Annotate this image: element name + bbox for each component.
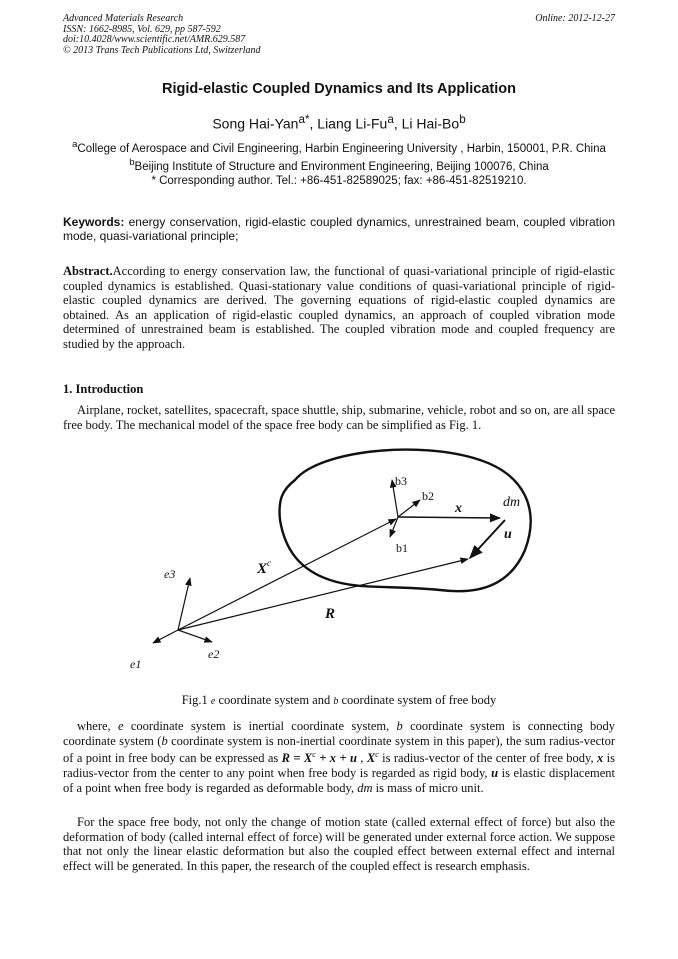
affiliation-a [63, 138, 615, 156]
affiliation-b-text: Beijing Institute of Structure and Environment Engineering, Beijing 100076, China [134, 160, 549, 173]
affiliations [63, 138, 615, 188]
dm-label: dm [503, 495, 521, 510]
p2-text-5: , [356, 751, 367, 766]
p2-equation: R = X [281, 751, 313, 766]
issn: ISSN: 1662-8985, Vol. 629, pp 587-592 [63, 23, 221, 35]
R-vector [178, 559, 468, 630]
p2-text-4: coordinate system is non-inertial coordinate system in this paper), the sum radius-vector of a point in free body can be expressed as [63, 733, 616, 766]
author-1-sup: a* [298, 113, 310, 126]
p2-equation-sup: c [312, 750, 316, 760]
author-2-sup: a [387, 113, 394, 126]
u-vector [470, 520, 505, 558]
author-1: Song Hai-Yan [212, 115, 299, 132]
journal-name: Advanced Materials Research [63, 13, 184, 24]
figure-1-diagram [120, 440, 540, 690]
intro-paragraph-1 [63, 403, 615, 432]
p2-u-symbol: u [491, 765, 499, 780]
Xc-label-sup: c [267, 558, 272, 568]
R-label: R [325, 606, 336, 622]
p2-text-3: coordinate system is connecting body coordinate system ( [63, 719, 616, 748]
author-2: Liang Li-Fu [317, 115, 388, 132]
online-date: Online: 2012-12-27 [535, 13, 615, 24]
p2-xc-symbol: X [366, 751, 376, 766]
intro-paragraph-1-text: Airplane, rocket, satellites, spacecraft, space shuttle, ship, submarine, vehicle, robot and so on, are all space free body. The mechanical model of the space free body can be simplified as Fig. 1. [63, 403, 616, 432]
e3-axis [178, 578, 190, 630]
p2-text-6: is radius-vector of the center of free body, [378, 751, 598, 766]
p2-e-symbol: e [117, 719, 124, 733]
Xc-vector [178, 519, 396, 630]
p2-text-7: is radius-vector from the center to any point when free body is regarded as rigid body, [63, 751, 616, 780]
x-vector [398, 517, 500, 518]
affiliation-a-text: College of Aerospace and Civil Engineering, Harbin Engineering University , Harbin, 150001, P.R. China [77, 142, 606, 155]
p2-xc-sup: c [375, 750, 379, 760]
abstract-text: According to energy conservation law, the functional of quasi-variational principle of rigid-elastic coupled dynamics is established. Quasi-stationary value conditions of quasi-variational principle of rigid-elastic coupled dynamics are derived. The governing equations of rigid-elastic coupled dynamics are obtained. As an application of rigid-elastic coupled dynamics, an approach of coupled vibration mode determined of unrestrained beam is established. The coupled vibration mode and coupled frequency are studied by the approach. [63, 264, 615, 351]
page-header [63, 14, 615, 56]
caption-b-symbol: b [333, 696, 339, 707]
x-label: x [455, 501, 462, 516]
e2-label: e2 [208, 647, 220, 661]
caption-text-2: coordinate system of free body [338, 693, 497, 707]
caption-text-1: coordinate system and [215, 693, 334, 707]
affiliation-b-sup: b [129, 156, 135, 168]
b1-label: b1 [396, 541, 408, 555]
b3-label: b3 [395, 474, 407, 488]
b2-label: b2 [422, 489, 434, 503]
caption-fig-number: Fig.1 [181, 693, 211, 707]
p2-text-1: where, [77, 719, 118, 733]
affiliation-b [63, 156, 615, 174]
p2-text-9: is mass of micro unit. [372, 780, 484, 795]
free-body-outline [280, 450, 531, 592]
e3-label: e3 [164, 567, 176, 581]
author-list: Song Hai-Yan$^{a*}$, Liang Li-Fu$^a$, Li Hai-Bo$^b$ [212, 113, 466, 132]
paper-title: Rigid-elastic Coupled Dynamics and Its Application [162, 81, 516, 97]
caption-e-symbol: e [210, 696, 216, 707]
u-label: u [504, 527, 512, 542]
keywords-text: energy conservation, rigid-elastic coupled dynamics, unrestrained beam, coupled vibration mode, quasi-variational principle; [63, 215, 615, 243]
corresponding-author: * Corresponding author. Tel.: +86-451-82589025; fax: +86-451-82519210. [151, 174, 527, 187]
p2-x-symbol: x [597, 751, 604, 766]
intro-paragraph-3 [63, 815, 615, 873]
intro-paragraph-2 [63, 719, 615, 795]
p2-text-2: coordinate system is inertial coordinate system, [123, 719, 397, 733]
p2-b-symbol: b [396, 719, 403, 733]
affiliation-a-sup: a [72, 139, 78, 150]
figure-1-caption [63, 693, 615, 708]
Xc-label-main: X [257, 561, 268, 577]
intro-paragraph-3-text: For the space free body, not only the change of motion state (called external effect of force) but also the deformation of body (called internal effect of force) will be generated under external force action. We suppose that not only the linear elastic deformation but also the coupled effect between external effect and internal effect will be generated. In this paper, the research of the coupled effect is research emphasis. [63, 815, 615, 873]
p2-equation-2: + x + u [315, 751, 357, 766]
section-heading-introduction: 1. Introduction [63, 382, 144, 396]
keywords [63, 215, 615, 243]
e2-axis [178, 630, 212, 642]
b2-axis [398, 500, 420, 517]
p2-dm-symbol: dm [357, 780, 373, 795]
author-3-sup: b [459, 113, 466, 126]
Xc-label [256, 558, 271, 577]
doi: doi:10.4028/www.scientific.net/AMR.629.587 [63, 34, 246, 46]
abstract-label: Abstract. [63, 264, 113, 278]
abstract [63, 264, 615, 352]
author-3: Li Hai-Bo [401, 115, 460, 132]
e1-label: e1 [130, 657, 142, 671]
keywords-label: Keywords: [63, 215, 125, 229]
e1-axis [153, 630, 178, 643]
p2-text-8: is elastic displacement of a point when free body is regarded as deformable body, [63, 765, 615, 795]
p2-b-symbol-2: b [161, 733, 168, 748]
copyright: © 2013 Trans Tech Publications Ltd, Switzerland [63, 44, 261, 56]
